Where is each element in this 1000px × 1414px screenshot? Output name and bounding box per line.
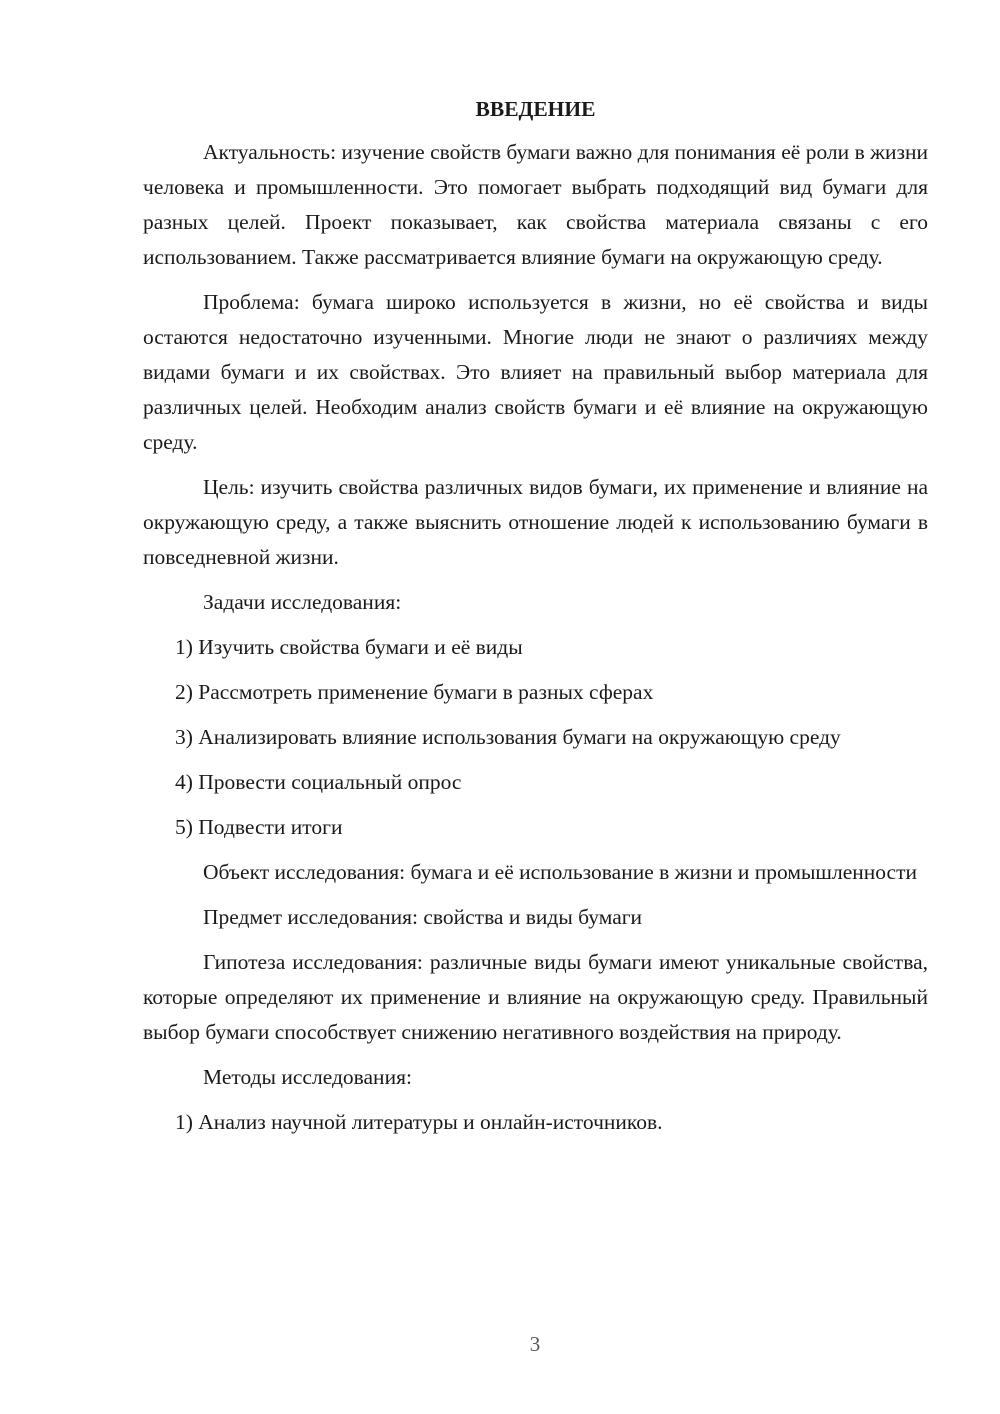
task-item: 1) Изучить свойства бумаги и её виды — [175, 635, 523, 659]
task-item: 4) Провести социальный опрос — [175, 770, 462, 794]
relevance-paragraph: Актуальность: изучение свойств бумаги важно для понимания её роли в жизни человека и промышленности. Это помогает выбрать подходящий вид бумаги для разных целей. Проект показывает, как свойства материала связаны с его использованием. Также рассматривается влияние бумаги на окружающую среду. — [143, 140, 928, 269]
method-item: 1) Анализ научной литературы и онлайн-источников. — [175, 1110, 663, 1134]
task-item: 3) Анализировать влияние использования бумаги на окружающую среду — [175, 725, 841, 749]
section-heading: ВВЕДЕНИЕ — [475, 97, 596, 121]
page-number: 3 — [529, 1332, 541, 1356]
task-item: 2) Рассмотреть применение бумаги в разных сферах — [175, 680, 654, 704]
object-paragraph: Объект исследования: бумага и её использование в жизни и промышленности — [203, 860, 917, 884]
methods-title: Методы исследования: — [203, 1065, 412, 1089]
goal-paragraph: Цель: изучить свойства различных видов бумаги, их применение и влияние на окружающую среду, а также выяснить отношение людей к использованию бумаги в повседневной жизни. — [143, 475, 928, 569]
task-item: 5) Подвести итоги — [175, 815, 343, 839]
subject-paragraph: Предмет исследования: свойства и виды бумаги — [203, 905, 643, 929]
document-page — [143, 92, 928, 1150]
tasks-title: Задачи исследования: — [203, 590, 402, 614]
hypothesis-paragraph: Гипотеза исследования: различные виды бумаги имеют уникальные свойства, которые определяют их применение и влияние на окружающую среду. Правильный выбор бумаги способствует снижению негативного воздействия на природу. — [143, 950, 928, 1044]
problem-paragraph: Проблема: бумага широко используется в жизни, но её свойства и виды остаются недостаточно изученными. Многие люди не знают о различиях между видами бумаги и их свойствах. Это влияет на правильный выбор материала для различных целей. Необходим анализ свойств бумаги и её влияние на окружающую среду. — [143, 290, 928, 454]
